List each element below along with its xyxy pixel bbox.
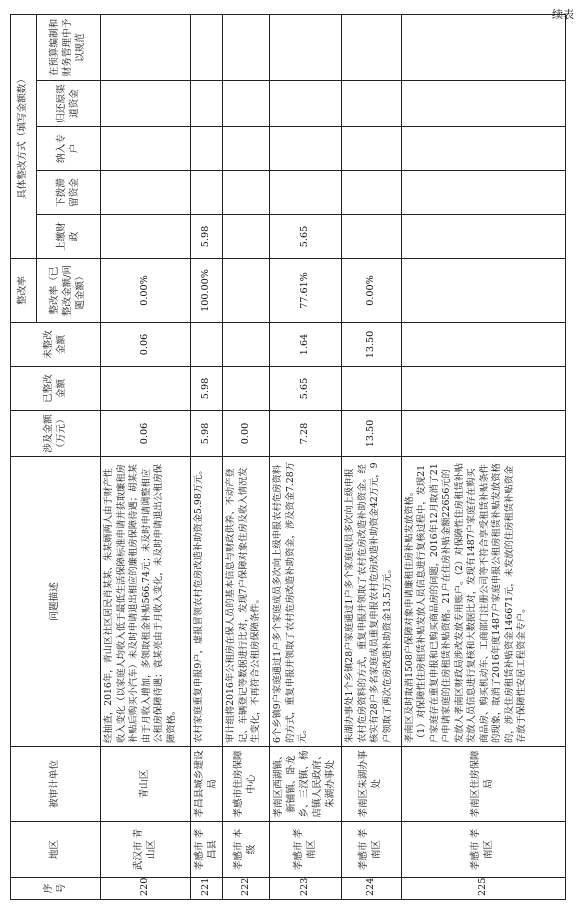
cell-m2 [401, 171, 565, 215]
cell-m5 [101, 15, 191, 81]
cell-amount: 0.06 [101, 411, 191, 457]
page-label: 续表 [552, 8, 574, 21]
cell-rate [401, 259, 565, 323]
cell-issue: 审计组将2016年公租房在保人员的基本信息与财政供养、不动产登记、车辆登记等数据进行比对，发现7户保障对象住房及收入情况发生变化，不再符合公租房保障条件。 [223, 457, 270, 747]
cell-m1 [223, 215, 270, 259]
header-m3: 纳入专户 [37, 127, 101, 171]
cell-seq: 224 [341, 878, 401, 900]
cell-seq: 222 [223, 878, 270, 900]
cell-seq: 225 [401, 878, 565, 900]
header-m4: 归还原渠道资金 [37, 81, 101, 127]
cell-unit: 孝南区朱湖办事处 [341, 747, 401, 822]
cell-m4 [401, 81, 565, 127]
cell-corrected [101, 367, 191, 411]
cell-corrected: 5.65 [270, 367, 342, 411]
cell-m1: 5.98 [191, 215, 223, 259]
cell-region: 孝感市 孝南区 [341, 822, 401, 878]
cell-corrected: 5.98 [191, 367, 223, 411]
cell-uncorrected: 1.64 [270, 323, 342, 367]
cell-region: 孝感市 孝南区 [270, 822, 342, 878]
cell-issue: 农村家庭重复申报9户，虚报冒领农村危房改造补助资金5.98万元。 [191, 457, 223, 747]
cell-m3 [401, 127, 565, 171]
table-row [101, 15, 191, 900]
cell-uncorrected: 13.50 [341, 323, 401, 367]
cell-amount [401, 411, 565, 457]
cell-m4 [101, 81, 191, 127]
cell-m2 [270, 171, 342, 215]
header-amount: 涉及金额（万元） [11, 411, 101, 457]
header-issue: 问题描述 [11, 457, 101, 747]
header-corrected: 已整改金额 [11, 367, 101, 411]
header-unit: 被审计单位 [11, 747, 101, 822]
cell-unit: 青山区 [101, 747, 191, 822]
cell-m1: 5.65 [270, 215, 342, 259]
table-row [341, 15, 401, 900]
cell-m3 [191, 127, 223, 171]
cell-m2 [191, 171, 223, 215]
header-region: 地区 [11, 822, 101, 878]
header-m2: 下拨滞留资金 [37, 171, 101, 215]
cell-m2 [223, 171, 270, 215]
cell-issue: 朱湖办事处1个乡镇28户家庭通过1户多个家庭成员多次向上级申报农村危房资料的方式，重复申报并领取了农村危房改造补助资金。经核实有28户多名家庭成员重复申报农村危房改造补助资金42万元，9户领取了两次危房改造补助资金13.5万元。 [341, 457, 401, 747]
cell-amount: 13.50 [341, 411, 401, 457]
cell-amount: 7.28 [270, 411, 342, 457]
cell-m4 [270, 81, 342, 127]
cell-m1 [101, 215, 191, 259]
cell-corrected [401, 367, 565, 411]
header-rate: 整改率（已整改金额/问题金额） [37, 259, 101, 323]
cell-seq: 221 [191, 878, 223, 900]
cell-m2 [101, 171, 191, 215]
rotated-table-wrapper [10, 15, 566, 900]
cell-unit: 孝感市住房保障中心 [223, 747, 270, 822]
table-row [191, 15, 223, 900]
cell-corrected [223, 367, 270, 411]
cell-m4 [191, 81, 223, 127]
header-m1: 上缴财政 [37, 215, 101, 259]
cell-seq: 223 [270, 878, 342, 900]
cell-rate [223, 259, 270, 323]
header-uncorrected: 未整改金额 [11, 323, 101, 367]
cell-m3 [341, 127, 401, 171]
cell-issue: 经抽查，2016年，青山区社区居民肖某某、朱某婿两人由于财产性收入变化（以家庭人均收入低于最低生活保障标准申请并获取廉租房补贴后购买小汽车）未及时申请退出相应的廉租房保障待遇；胡某某由于月收入增加，多领取租金补贴566.74元；未及时申请调整相应公租房保障待遇；袁某亮由于月收入变化，未及时申请退出公租房保障资格。 [101, 457, 191, 747]
cell-m2 [341, 171, 401, 215]
cell-m5 [270, 15, 342, 81]
cell-issue: 孝南区及时取消1508户保障对象申请廉租住房补贴发放资格。 （1）对保障性住房租赁补贴发放人员信息进行复核过程中，发现21户家庭存在重复申报和已购买商品房的问题，2016年12月取消了21户申请家庭的住房租赁补贴资格。21户在住房补贴金额22656元的发放人孝南区财政局涉改发放专用账户。（2）对保障性住房租赁补贴发放人员信息进行复核和大数据比对，发现有1487户家庭存在购买商品房、购买机动车、工商部门注册公司等不符合享受租赁补贴条件的现象，取消了2016年度1487户家庭申报公租房租赁补贴发放资格的，涉及住房租赁补贴资金146671元，未发放的住房租赁补贴资金存放于保障性安居工程资金专户。 [401, 457, 565, 747]
cell-uncorrected [223, 323, 270, 367]
cell-unit: 孝南区西湖镇、新铺镇、卧龙乡、三汊镇、杨店镇人民政府、朱湖办事处 [270, 747, 342, 822]
cell-m1 [401, 215, 565, 259]
header-method-group: 具体整改方式（填写金额数） [11, 15, 37, 259]
cell-issue: 6个乡镇9户家庭通过1户多个家庭成员多次向上级申报农村危房资料的方式，重复申报并领取了农村危房改造补助资金，涉及资金7.28万元。 [270, 457, 342, 747]
cell-m3 [101, 127, 191, 171]
cell-m5 [191, 15, 223, 81]
cell-uncorrected: 0.06 [101, 323, 191, 367]
cell-m5 [341, 15, 401, 81]
cell-region: 孝感市 本级 [223, 822, 270, 878]
cell-seq: 220 [101, 878, 191, 900]
cell-m5 [401, 15, 565, 81]
table-row [401, 15, 565, 900]
cell-rate: 0.00% [341, 259, 401, 323]
cell-amount: 5.98 [191, 411, 223, 457]
cell-rate: 0.00% [101, 259, 191, 323]
cell-uncorrected [191, 323, 223, 367]
header-seq: 序号 [11, 878, 101, 900]
cell-rate: 100.00% [191, 259, 223, 323]
cell-m5 [223, 15, 270, 81]
header-rate-group: 整改率 [11, 259, 37, 323]
cell-region: 武汉市 青山区 [101, 822, 191, 878]
table-row [270, 15, 342, 900]
cell-m3 [223, 127, 270, 171]
audit-table [10, 14, 566, 900]
header-m5: 在预算编制和财务管理中予以规范 [37, 15, 101, 81]
cell-uncorrected [401, 323, 565, 367]
cell-region: 孝感市 孝昌县 [191, 822, 223, 878]
cell-m4 [223, 81, 270, 127]
table-row [223, 15, 270, 900]
cell-m4 [341, 81, 401, 127]
cell-m1 [341, 215, 401, 259]
cell-corrected [341, 367, 401, 411]
cell-rate: 77.61% [270, 259, 342, 323]
cell-unit: 孝昌县城乡建设局 [191, 747, 223, 822]
cell-m3 [270, 127, 342, 171]
cell-region: 孝感市 孝南区 [401, 822, 565, 878]
cell-unit: 孝南区住房保障局 [401, 747, 565, 822]
cell-amount: 0.00 [223, 411, 270, 457]
